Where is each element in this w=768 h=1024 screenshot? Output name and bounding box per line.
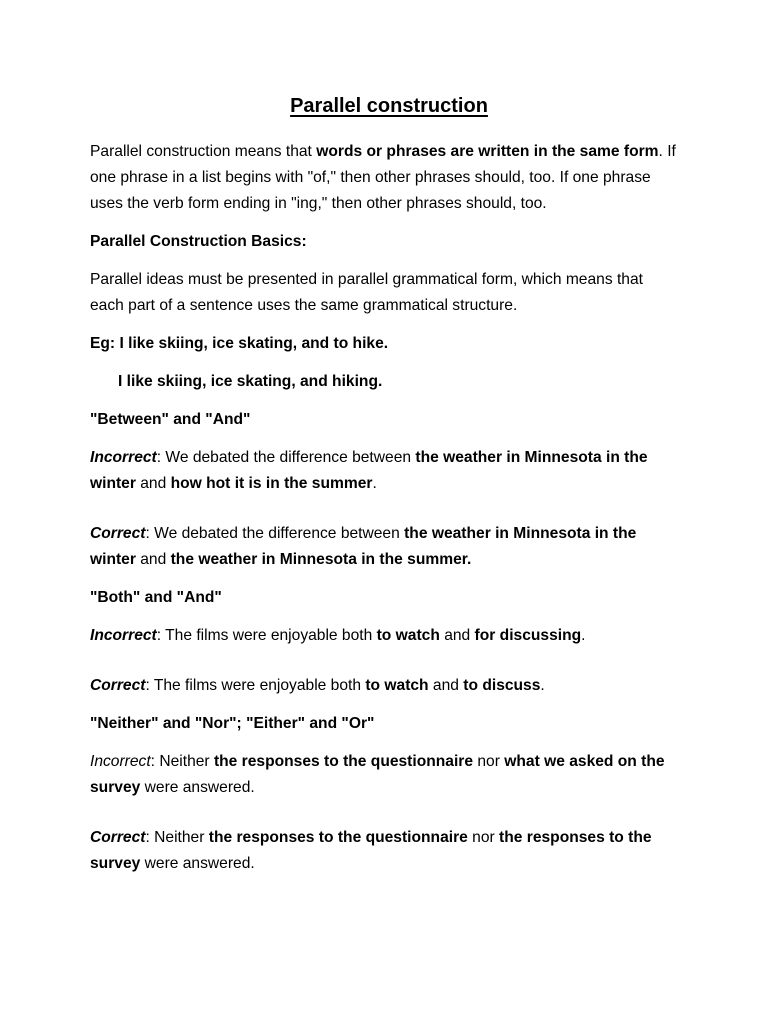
- both-heading: "Both" and "And": [90, 589, 222, 606]
- example-correct: I like skiing, ice skating, and hiking.: [118, 373, 383, 390]
- neither-correct: Correct: Neither the responses to the questionnaire nor the responses to the survey were answered.: [90, 829, 652, 872]
- correct-label: Correct: [90, 525, 146, 542]
- both-correct: Correct: The films were enjoyable both to watch and to discuss.: [90, 677, 545, 694]
- incorrect-label: Incorrect: [90, 449, 157, 466]
- intro-paragraph: [90, 139, 680, 217]
- document-body: [90, 92, 680, 877]
- both-incorrect: Incorrect: The films were enjoyable both to watch and for discussing.: [90, 627, 586, 644]
- incorrect-label: Incorrect: [90, 627, 157, 644]
- neither-heading: "Neither" and "Nor"; "Either" and "Or": [90, 715, 375, 732]
- intro-text-2: . If one phrase in a list begins with "of," then other phrases should, too. If one phrase uses the verb form ending in "ing," then other phrases should, too.: [90, 143, 676, 212]
- correct-label: Correct: [90, 677, 146, 694]
- between-correct: Correct: We debated the difference between the weather in Minnesota in the winter and the weather in Minnesota in the summer.: [90, 525, 637, 568]
- page-title: Parallel construction: [290, 95, 488, 117]
- example-incorrect: Eg: I like skiing, ice skating, and to hike.: [90, 335, 389, 352]
- neither-incorrect: Incorrect: Neither the responses to the questionnaire nor what we asked on the survey were answered.: [90, 753, 665, 796]
- correct-label: Correct: [90, 829, 146, 846]
- intro-text-1: Parallel construction means that: [90, 143, 317, 160]
- basics-heading: Parallel Construction Basics:: [90, 233, 307, 250]
- intro-emphasis: words or phrases are written in the same form: [316, 143, 659, 160]
- incorrect-label: Incorrect: [90, 753, 151, 770]
- basics-paragraph: Parallel ideas must be presented in parallel grammatical form, which means that each part of a sentence uses the same grammatical structure.: [90, 271, 643, 314]
- between-incorrect: Incorrect: We debated the difference between the weather in Minnesota in the winter and how hot it is in the summer.: [90, 449, 648, 492]
- between-heading: "Between" and "And": [90, 411, 251, 428]
